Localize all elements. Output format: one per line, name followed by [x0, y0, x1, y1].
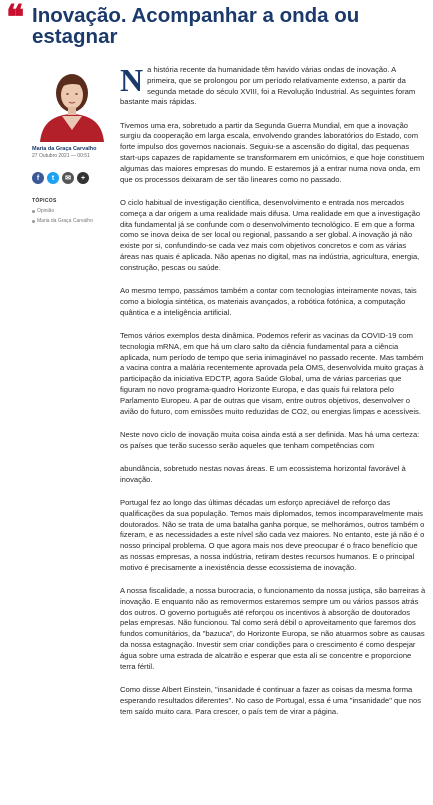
- author-portrait-icon: [32, 60, 112, 142]
- topic-link[interactable]: [32, 218, 112, 224]
- author-name[interactable]: Maria da Graça Carvalho: [32, 146, 97, 152]
- topic-label: Maria da Graça Carvalho: [37, 218, 93, 224]
- author-sidebar: [32, 60, 112, 224]
- article-body: [120, 62, 427, 730]
- paragraph-text: a história recente da humanidade têm havido várias ondas de inovação. A primeira, que se prolongou por um período relativamente extenso, a partir da segunda metade do século XVIII, foi a Revolução Industrial. As seguintes foram bastante mais rápidas.: [120, 65, 416, 107]
- more-icon: +: [80, 174, 86, 182]
- bullet-icon: [32, 220, 35, 223]
- quote-mark-icon: ❝: [6, 0, 25, 37]
- article-paragraph: Temos vários exemplos desta dinâmica. Podemos referir as vacinas da COVID-19 com tecnologia mRNA, em que há um claro salto da ciência fundamental para a ciência aplicada, num período de tempo que seria inimaginável no passado recente. Mas também a vacina contra a malária recentemente aprovada pela OMS, desenvolvida muito graças à participação da iniciativa EDCTP, agora Saúde Global, uma de várias parcerias que figuram no novo programa-quadro Horizonte Europa, e das quais fui relatora pelo Parlamento Europeu. A par de outras que visam, entre outros objetivos, desenvolver o avião do futuro, com emissões muito reduzidas de CO2, ou energias limpas e acessíveis.: [120, 330, 424, 416]
- article-paragraph: O ciclo habitual de investigação científica, desenvolvimento e entrada nos mercados começa a dar origem a uma realidade mais difusa. Uma realidade em que a investigação dita fundamental já se confunde com o desenvolvimento tecnológico. E em que a forma como se inova deixa de ser local ou regional, passando a ser global. A inovação já não existe por si, confundindo-se cada vez mais com objetivos concretos e com as várias áreas nas quais é aplicada. Não apenas no digital, mas na indústria, agricultura, energia, construção, pescas ou saúde.: [120, 197, 421, 272]
- share-buttons: [32, 172, 112, 184]
- facebook-icon: f: [36, 174, 40, 182]
- topic-link[interactable]: [32, 208, 112, 214]
- drop-cap: N: [120, 62, 144, 98]
- twitter-share-button[interactable]: [47, 172, 59, 184]
- article-paragraph: Portugal fez ao longo das últimas décadas um esforço apreciável de reforço das qualificações da sua população. Temos mais diplomados, temos incomparavelmente mais doutorados. Não se trata de uma batalha ganha porque, se melhorámos, outros também o fizeram, e as necessidades a este nível são cada vez maiores. No entanto, este já não é o nosso principal problema. O que agora mais nos deve preocupar é o fraco benefício que as nossas empresas, a nossa indústria, retiram destes recursos humanos. E o principal motivo é precisamente a inexistência desse ecossistema de inovação.: [120, 498, 425, 572]
- more-share-button[interactable]: [77, 172, 89, 184]
- article-paragraph: A nossa fiscalidade, a nossa burocracia, o funcionamento da nossa justiça, são barreiras à inovação. E enquanto não as removermos estaremos sempre um ou vários passos atrás dos outros. O governo português até reforçou os incentivos à absorção de doutorados pelas empresas. Não funcionou. Tal como será débil o aproveitamento que faremos dos fundos comunitários, da "bazuca", do Horizonte Europa, se não atuarmos sobre as causas da nossa estagnação. Investir sem criar condições para o crescimento é como despejar água sobre uma estrada de alcatrão e esperar que esta ali se concentre e proporcione terra fértil.: [120, 586, 426, 671]
- publish-date: 27 Outubro 2021 — 00:51: [32, 153, 90, 159]
- article-paragraph: [120, 62, 427, 108]
- bullet-icon: [32, 210, 35, 213]
- topic-label: Opinião: [37, 208, 55, 214]
- email-icon: ✉: [65, 175, 71, 182]
- article-paragraph: Como disse Albert Einstein, "insanidade é continuar a fazer as coisas da mesma forma esperando resultados diferentes". No caso de Portugal, essa é uma "insanidade" que nos tem saído muito cara. Para crescer, o país tem de virar a página.: [120, 684, 422, 716]
- headline: [6, 0, 427, 48]
- article-paragraph: Neste novo ciclo de inovação muita coisa ainda está a ser definida. Mas há uma certeza: os países que terão sucesso serão aqueles que tenham competências com: [120, 429, 420, 450]
- article-title: Inovação. Acompanhar a onda ou estagnar: [32, 4, 360, 48]
- author-photo: [32, 60, 112, 142]
- article-paragraph: Tivemos uma era, sobretudo a partir da Segunda Guerra Mundial, em que a inovação surgiu da cooperação em larga escala, envolvendo grandes laboratórios do Estado, com forte impulso dos governos nacionais. Seguiu-se a ascensão do digital, das pequenas start-ups capazes de rapidamente se transformarem em unicórnios, e que hoje constituem algumas das maiores empresas do mundo. E estaremos já a entrar numa nova onda, em que os processos deixaram de ser tão lineares como no passado.: [120, 120, 425, 184]
- email-share-button[interactable]: [62, 172, 74, 184]
- article-paragraph: abundância, sobretudo nestas novas áreas. E um ecossistema horizontal favorável à inovação.: [120, 463, 406, 484]
- topics-heading: TÓPICOS: [32, 198, 57, 204]
- facebook-share-button[interactable]: [32, 172, 44, 184]
- twitter-icon: t: [51, 174, 55, 182]
- article-paragraph: Ao mesmo tempo, passámos também a contar com tecnologias inteiramente novas, tais como a biologia sintética, os materiais avançados, a robótica fotónica, a computação quântica e a inteligência artificial.: [120, 286, 417, 317]
